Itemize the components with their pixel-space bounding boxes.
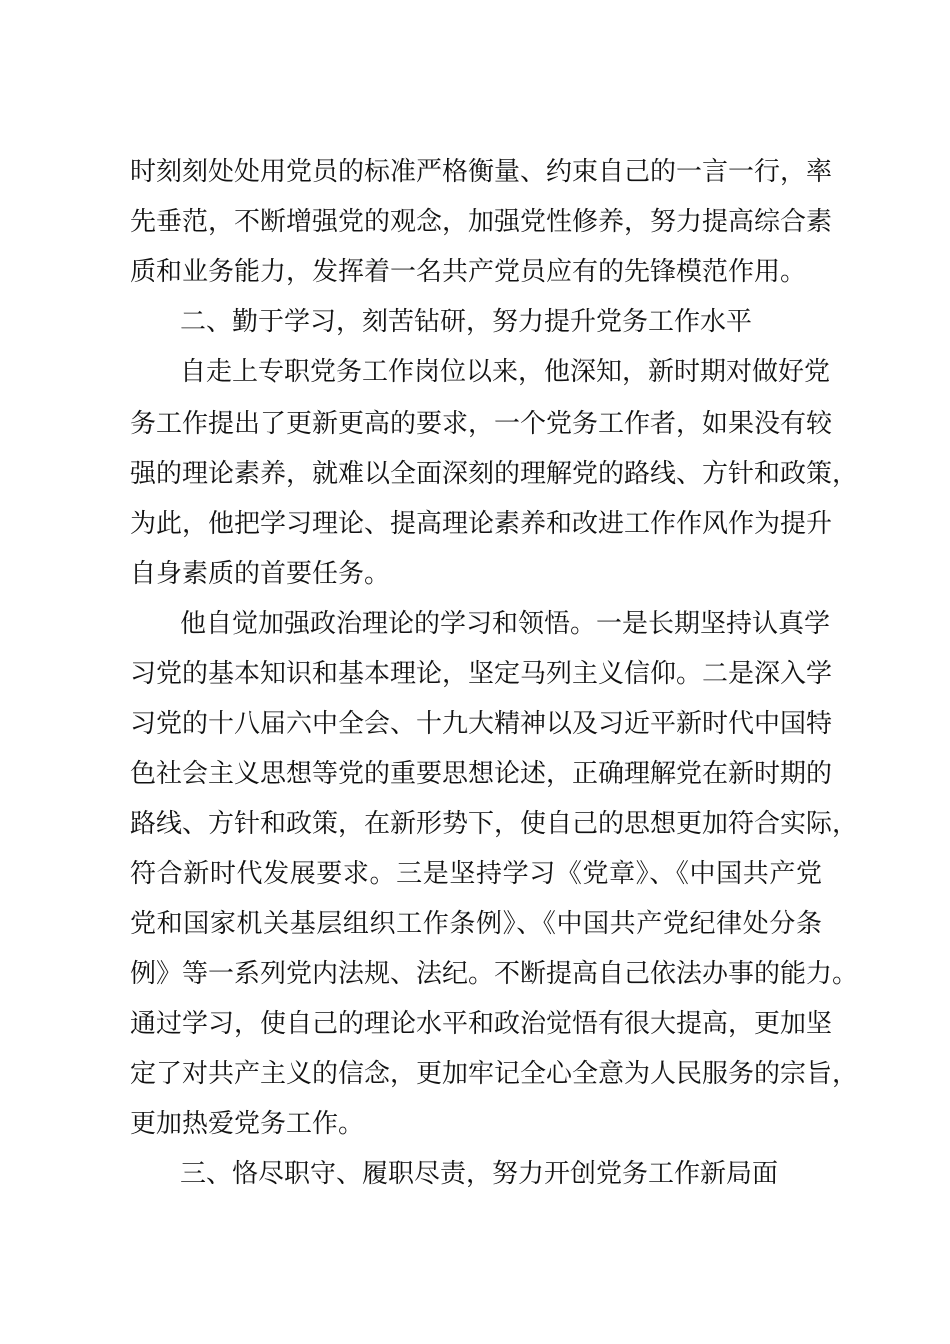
text-line: 强的理论素养，就难以全面深刻的理解党的路线、方针和政策， xyxy=(130,459,859,489)
text-line: 为此，他把学习理论、提高理论素养和改进工作作风作为提升 xyxy=(130,509,833,539)
text-line: 质和业务能力，发挥着一名共产党员应有的先锋模范作用。 xyxy=(130,257,807,287)
text-line: 习党的基本知识和基本理论，坚定马列主义信仰。二是深入学 xyxy=(130,659,833,689)
text-line: 例》等一系列党内法规、法纪。不断提高自己依法办事的能力。 xyxy=(130,959,859,989)
text-line: 符合新时代发展要求。三是坚持学习《党章》、《中国共产党 xyxy=(130,859,822,889)
text-line: 定了对共产主义的信念，更加牢记全心全意为人民服务的宗旨， xyxy=(130,1059,859,1089)
text-line: 习党的十八届六中全会、十九大精神以及习近平新时代中国特 xyxy=(130,709,833,739)
text-line: 务工作提出了更新更高的要求，一个党务工作者，如果没有较 xyxy=(130,409,833,439)
text-line: 先垂范，不断增强党的观念，加强党性修养，努力提高综合素 xyxy=(130,207,833,237)
section-heading-3: 三、恪尽职守、履职尽责，努力开创党务工作新局面 xyxy=(180,1159,779,1189)
text-line: 通过学习，使自己的理论水平和政治觉悟有很大提高，更加坚 xyxy=(130,1009,833,1039)
text-line: 自走上专职党务工作岗位以来，他深知，新时期对做好党 xyxy=(180,357,831,387)
text-line: 色社会主义思想等党的重要思想论述，正确理解党在新时期的 xyxy=(130,759,833,789)
text-line: 自身素质的首要任务。 xyxy=(130,559,391,589)
text-line: 时刻刻处处用党员的标准严格衡量、约束自己的一言一行，率 xyxy=(130,157,833,187)
text-line: 他自觉加强政治理论的学习和领悟。一是长期坚持认真学 xyxy=(180,609,831,639)
text-line: 更加热爱党务工作。 xyxy=(130,1109,365,1139)
section-heading-2: 二、勤于学习，刻苦钻研，努力提升党务工作水平 xyxy=(180,307,753,337)
text-line: 路线、方针和政策，在新形势下，使自己的思想更加符合实际， xyxy=(130,809,859,839)
text-line: 党和国家机关基层组织工作条例》、《中国共产党纪律处分条 xyxy=(130,909,822,939)
